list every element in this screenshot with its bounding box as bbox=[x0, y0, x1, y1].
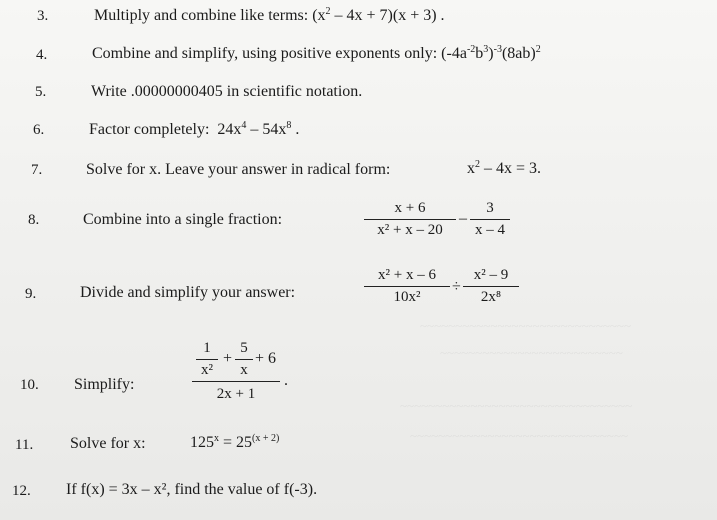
problem-6 bbox=[89, 121, 299, 139]
problem-8-text: Combine into a single fraction: bbox=[83, 211, 283, 228]
problem-3-text: Multiply and combine like terms: bbox=[94, 7, 309, 24]
problem-6-expression: $24x^4 - 54x^8$ . bbox=[217, 120, 300, 138]
problem-8-fraction-1: x + 6 x² + x – 20 bbox=[364, 200, 456, 239]
problem-10-main-bar bbox=[192, 381, 280, 382]
problem-9-text: Divide and simplify your answer: bbox=[80, 284, 296, 301]
problem-7-text: Solve for x. Leave your answer in radical form: bbox=[86, 161, 391, 178]
problem-6-number: 6. bbox=[33, 122, 45, 138]
problem-9-fraction-2: x² – 9 2x⁸ bbox=[463, 267, 519, 306]
problem-3-number: 3. bbox=[37, 8, 49, 24]
problem-7-number: 7. bbox=[31, 162, 43, 178]
problem-8-number: 8. bbox=[28, 212, 40, 228]
problem-4-text: Combine and simplify, using positive exponents only: bbox=[92, 45, 438, 62]
problem-10-term-2: 5 x bbox=[235, 340, 253, 379]
problem-11-text: Solve for x: bbox=[70, 435, 146, 452]
bleed-through-text: ~~~~~~~~~~~~~~~~~~~~~~~~~~~~~~~ bbox=[410, 428, 629, 443]
problem-10-number: 10. bbox=[20, 377, 39, 393]
problem-10-plus-1: + bbox=[223, 350, 233, 367]
problem-7-expression: $x^2 - 4x = 3$. bbox=[467, 159, 542, 177]
bleed-through-text: ~~~~~~~~~~~~~~~~~~~~~~~~~~~~~~~~~ bbox=[400, 398, 633, 413]
problem-9-fraction-1: x² + x – 6 10x² bbox=[364, 267, 450, 306]
bleed-through-text: ~~~~~~~~~~~~~~~~~~~~~~~~~~ bbox=[440, 345, 623, 360]
problem-10-term-1: 1 x² bbox=[196, 340, 218, 379]
bleed-through-text: ~~~~~~~~~~~~~~~~~~~~~~~~~~~~~~ bbox=[420, 318, 631, 333]
problem-10-text: Simplify: bbox=[74, 376, 135, 393]
problem-3 bbox=[94, 7, 445, 25]
problem-9-number: 9. bbox=[25, 286, 37, 302]
problem-4 bbox=[92, 45, 541, 63]
problem-4-expression: $(-4a^{-2}b^3)^{-3}(8ab)^2$ bbox=[441, 44, 541, 62]
problem-3-expression: $(x^2 - 4x + 7)(x + 3)$ . bbox=[312, 6, 445, 24]
problem-9-divide: ÷ bbox=[452, 278, 461, 295]
problem-10-period: . bbox=[284, 372, 288, 389]
problem-8-fraction-2: 3 x – 4 bbox=[470, 200, 510, 239]
problem-12-text: If f(x) = 3x – x², find the value of f(-3). bbox=[66, 481, 318, 498]
problem-5-number: 5. bbox=[35, 84, 47, 100]
problem-12-number: 12. bbox=[12, 483, 31, 499]
problem-6-text: Factor completely: bbox=[89, 121, 210, 138]
problem-11-expression: $125^x = 25^{(x + 2)}$ bbox=[190, 433, 280, 451]
problem-11-number: 11. bbox=[15, 437, 34, 453]
problem-10-denominator: 2x + 1 bbox=[216, 386, 256, 402]
problem-5-text: Write .00000000405 in scientific notation. bbox=[91, 83, 363, 100]
problem-8-minus: – bbox=[459, 210, 467, 227]
problem-10-plus-2: + 6 bbox=[255, 350, 277, 367]
problem-4-number: 4. bbox=[36, 47, 48, 63]
